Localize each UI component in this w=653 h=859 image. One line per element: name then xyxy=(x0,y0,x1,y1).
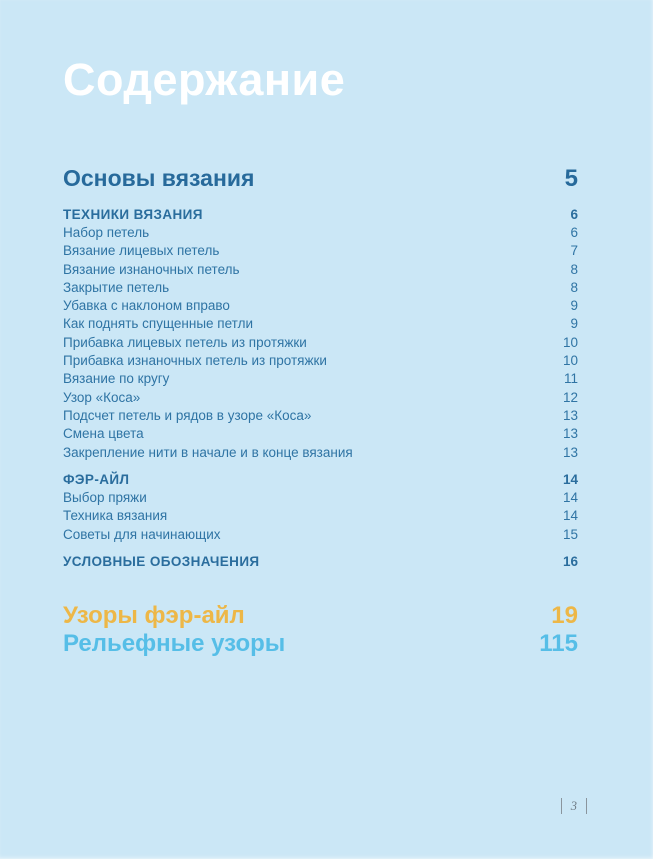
toc-group-heading-label: УСЛОВНЫЕ ОБОЗНАЧЕНИЯ xyxy=(63,553,260,569)
toc-group-heading-page: 6 xyxy=(570,206,578,222)
toc-main-section xyxy=(63,163,578,194)
toc-main-section-label: Основы вязания xyxy=(63,165,255,191)
toc-entry-page: 9 xyxy=(570,298,578,314)
featured-section-page: 19 xyxy=(551,601,578,629)
toc-entry-label: Вязание лицевых петель xyxy=(63,243,220,259)
featured-section-page: 115 xyxy=(539,629,578,657)
featured-sections xyxy=(63,602,578,658)
toc-entry-label: Закрепление нити в начале и в конце вязания xyxy=(63,444,353,460)
featured-section xyxy=(63,602,578,630)
toc-entry xyxy=(63,242,578,260)
toc-entry xyxy=(63,443,578,461)
toc-entry xyxy=(63,370,578,388)
toc-entry-label: Техника вязания xyxy=(63,508,168,524)
page-title: Содержание xyxy=(63,54,346,105)
toc-group-heading-label: ТЕХНИКИ ВЯЗАНИЯ xyxy=(63,206,203,222)
toc-entry xyxy=(63,425,578,443)
toc-entry-page: 13 xyxy=(562,426,578,442)
toc-entry-label: Выбор пряжи xyxy=(63,490,147,506)
toc-main-section-page: 5 xyxy=(564,165,578,192)
toc-entry-page: 12 xyxy=(562,389,578,405)
toc-entry-page: 7 xyxy=(570,243,578,259)
featured-section-label: Рельефные узоры xyxy=(63,629,286,657)
toc-entry-label: Прибавка изнаночных петель из протяжки xyxy=(63,353,327,369)
toc-entry-page: 8 xyxy=(570,279,578,295)
toc-entry-label: Советы для начинающих xyxy=(63,526,221,542)
toc-entry-label: Прибавка лицевых петель из протяжки xyxy=(63,334,307,350)
featured-section-label: Узоры фэр-айл xyxy=(63,601,245,629)
toc-entry xyxy=(63,406,578,424)
toc-entry-label: Вязание изнаночных петель xyxy=(63,261,240,277)
toc-entry-label: Набор петель xyxy=(63,224,150,240)
toc-entry-label: Вязание по кругу xyxy=(63,371,170,387)
toc-entry-page: 14 xyxy=(562,508,578,524)
toc-entry xyxy=(63,223,578,241)
toc-entry-label: Узор «Коса» xyxy=(63,389,141,405)
toc-entry-label: Смена цвета xyxy=(63,426,144,442)
toc-entry xyxy=(63,388,578,406)
toc-entry xyxy=(63,260,578,278)
toc-entry-label: Закрытие петель xyxy=(63,279,170,295)
toc-entry-page: 14 xyxy=(562,490,578,506)
page-number: 3 xyxy=(570,798,577,813)
page-number-footer xyxy=(561,798,587,814)
toc-entry-page: 8 xyxy=(570,261,578,277)
toc-entry-label: Как поднять спущенные петли xyxy=(63,316,253,332)
toc-group-heading xyxy=(63,470,578,488)
toc-entry xyxy=(63,315,578,333)
toc-entry-label: Убавка с наклоном вправо xyxy=(63,298,230,314)
toc-group-heading xyxy=(63,552,578,570)
toc-entry xyxy=(63,488,578,506)
toc-entry-page: 9 xyxy=(570,316,578,332)
footer-right-bar xyxy=(586,798,587,814)
toc-entry xyxy=(63,296,578,314)
toc-group-heading-page: 14 xyxy=(562,471,578,487)
toc-entry-page: 10 xyxy=(562,334,578,350)
footer-left-bar xyxy=(561,798,562,814)
toc-entry-page: 15 xyxy=(562,526,578,542)
toc-group-heading-page: 16 xyxy=(562,553,578,569)
toc-entry xyxy=(63,351,578,369)
toc-entry-page: 10 xyxy=(562,353,578,369)
toc-entry-page: 13 xyxy=(562,407,578,423)
toc-entry-page: 6 xyxy=(570,224,578,240)
featured-section xyxy=(63,630,578,658)
toc-list xyxy=(63,205,578,571)
toc-entry-page: 13 xyxy=(562,444,578,460)
toc-entry xyxy=(63,507,578,525)
toc-entry-page: 11 xyxy=(563,371,578,387)
toc-entry xyxy=(63,278,578,296)
toc-group-heading-label: ФЭР-АЙЛ xyxy=(63,471,130,487)
toc-entry xyxy=(63,333,578,351)
toc-entry-label: Подсчет петель и рядов в узоре «Коса» xyxy=(63,407,312,423)
toc-entry xyxy=(63,525,578,543)
toc-group-heading xyxy=(63,205,578,223)
